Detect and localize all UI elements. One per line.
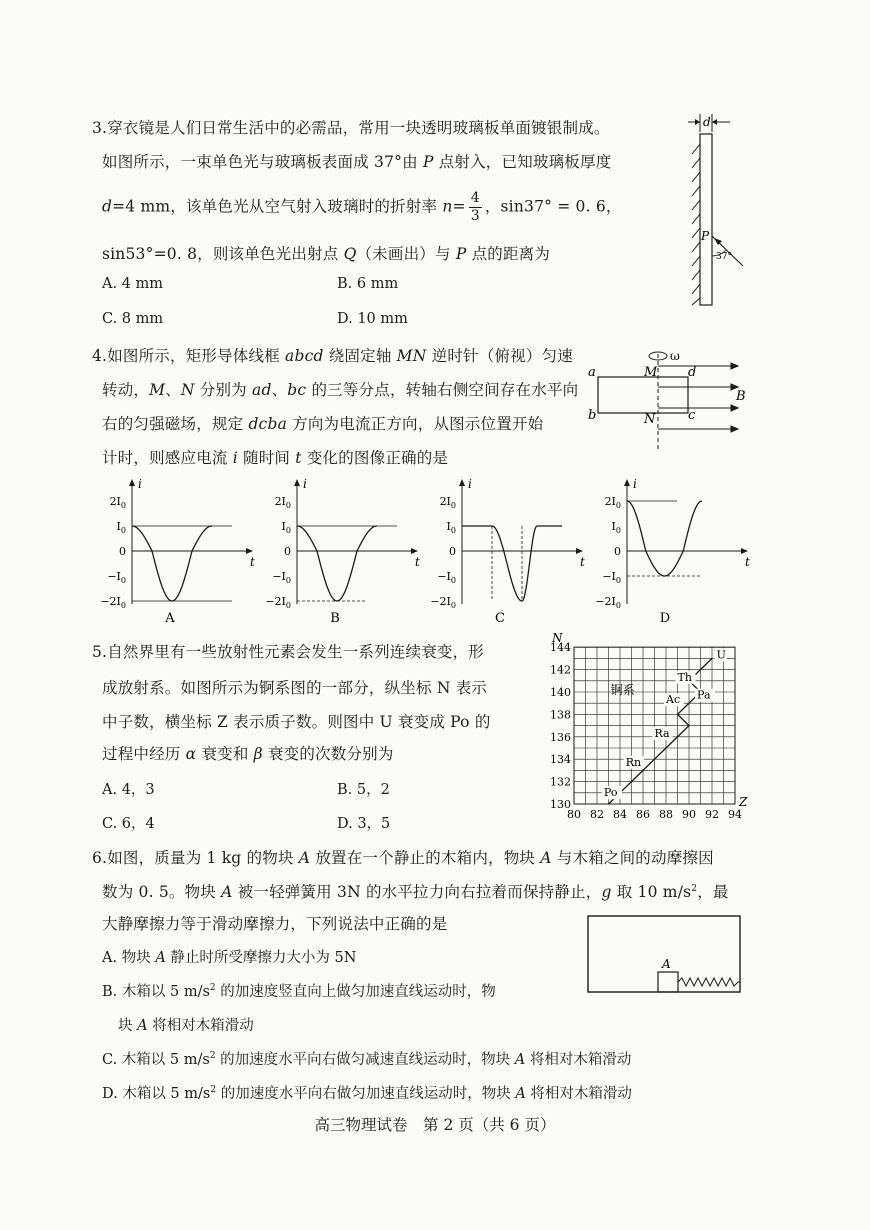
q6-box-diagram: [586, 914, 746, 994]
q3-line-3: d=4 mm，该单色光从空气射入玻璃时的折射率 n= $\frac{4}{3}$ ，sin37° = 0. 6，: [102, 190, 622, 224]
graph-option-label: A: [165, 611, 175, 626]
y-tick-label: 132: [550, 775, 571, 789]
x-tick-label: 84: [613, 808, 627, 821]
omega-label: ω: [670, 349, 680, 363]
tick-label: $I_0$: [116, 520, 126, 535]
tick-label: $2I_0$: [604, 495, 621, 510]
nuclide-label-rn: Rn: [625, 755, 642, 769]
tick-label: $-I_0$: [272, 570, 291, 585]
tick-label: $-I_0$: [437, 570, 456, 585]
y-tick-label: 138: [550, 708, 571, 722]
y-tick-label: 130: [550, 798, 571, 811]
nuclide-label-ra: Ra: [654, 726, 670, 740]
tick-label: $I_0$: [611, 520, 621, 535]
x-tick-label: 92: [705, 808, 719, 821]
tick-label: 0: [614, 545, 621, 558]
y-tick-label: 144: [550, 641, 571, 655]
q5-line-2: 成放射系。如图所示为锕系图的一部分，纵坐标 N 表示: [102, 679, 488, 697]
vertex-d-label: d: [688, 365, 697, 380]
q3-option-d: D. 10 mm: [337, 311, 408, 327]
magnetic-field-lines: [658, 363, 738, 432]
q5-option-d: D. 3，5: [337, 816, 391, 832]
q3-line-1: 3.穿衣镜是人们日常生活中的必需品，常用一块透明玻璃板单面镀银制成。: [92, 119, 610, 137]
refractive-index-fraction: $\frac{4}{3}$: [470, 190, 480, 224]
nuclide-label-th: Th: [677, 670, 692, 684]
axis-t-label: t: [745, 555, 750, 569]
point-m-label: M: [644, 365, 658, 380]
block-a: [658, 972, 678, 992]
x-tick-label: 86: [636, 808, 650, 821]
p-label: P: [701, 229, 710, 243]
current-curve: [297, 526, 377, 601]
tick-label: 0: [449, 545, 456, 558]
chart-title: 锕系: [610, 683, 635, 698]
silver-coating-hatch: [692, 144, 700, 305]
tick-label: $2I_0$: [439, 495, 456, 510]
q3-option-c: C. 8 mm: [102, 311, 164, 327]
vertex-c-label: c: [688, 408, 696, 423]
q3-line-4: sin53°=0. 8，则该单色光出射点 Q（未画出）与 P 点的距离为: [102, 245, 551, 263]
axis-i-label: i: [138, 477, 142, 491]
tick-label: $-2I_0$: [430, 595, 456, 610]
q3-number: 3.: [92, 119, 108, 137]
q5-line-1: 5.自然界里有一些放射性元素会发生一系列连续衰变，形: [92, 643, 485, 661]
q5-option-a: A. 4，3: [102, 782, 155, 798]
tick-label: $I_0$: [281, 520, 291, 535]
axis-i-label: i: [633, 477, 637, 491]
q3-mirror-diagram: [680, 108, 770, 313]
glass-plate: [700, 134, 712, 305]
vertex-a-label: a: [588, 365, 596, 380]
axis-t-label: t: [580, 555, 585, 569]
x-tick-label: 82: [590, 808, 604, 821]
current-curve: [627, 501, 702, 576]
nuclide-label-pa: Pa: [697, 688, 711, 702]
q4-line-2: 转动，M、N 分别为 ad、bc 的三等分点，转轴右侧空间存在水平向: [102, 381, 579, 399]
q4-current-graphs: [92, 476, 772, 626]
q4-coil-diagram: [580, 340, 760, 455]
graph-option-label: C: [495, 611, 505, 626]
q4-line-4: 计时，则感应电流 i 随时间 t 变化的图像正确的是: [102, 449, 449, 467]
page-footer: 高三物理试卷 第 2 页（共 6 页）: [314, 1116, 556, 1134]
q6-option-b-continued: 块 A 将相对木箱滑动: [118, 1018, 254, 1034]
axis-i-label: i: [303, 477, 307, 491]
q6-line-2: 数为 0. 5。物块 A 被一轻弹簧用 3N 的水平拉力向右拉着而保持静止，g 取 10 $m/s^2$，最: [102, 883, 729, 901]
q6-option-d: D. 木箱以 5 $m/s^2$ 的加速度水平向右做匀加速直线运动时，物块 A 将相对木箱滑动: [102, 1085, 632, 1102]
tick-label: $-I_0$: [602, 570, 621, 585]
axis-t-label: t: [250, 555, 255, 569]
point-n-label: N: [644, 412, 656, 427]
field-b-label: B: [736, 389, 746, 404]
tick-label: $-I_0$: [107, 570, 126, 585]
x-axis-label: Z: [739, 795, 748, 809]
current-curve: [462, 526, 562, 601]
tick-label: $2I_0$: [109, 495, 126, 510]
q3-line-2: 如图所示，一束单色光与玻璃板表面成 37°由 P 点射入，已知玻璃板厚度: [102, 153, 612, 171]
tick-label: $-2I_0$: [100, 595, 126, 610]
x-tick-label: 90: [682, 808, 696, 821]
q5-line-3: 中子数，横坐标 Z 表示质子数。则图中 U 衰变成 Po 的: [102, 713, 491, 731]
q6-option-b: B. 木箱以 5 $m/s^2$ 的加速度竖直向上做匀加速直线运动时，物: [102, 983, 496, 1000]
q5-option-c: C. 6，4: [102, 816, 155, 832]
nuclide-label-po: Po: [603, 786, 618, 800]
q4-line-3: 右的匀强磁场，规定 dcba 方向为电流正方向，从图示位置开始: [102, 415, 544, 433]
y-tick-label: 136: [550, 730, 571, 744]
y-axis-label: N: [552, 632, 563, 645]
current-graph-a: [100, 477, 255, 626]
tick-label: $-2I_0$: [595, 595, 621, 610]
graph-option-label: D: [659, 611, 671, 626]
x-tick-label: 88: [659, 808, 673, 821]
spring: [678, 978, 740, 986]
y-tick-label: 134: [550, 753, 571, 767]
y-tick-label: 142: [550, 663, 571, 677]
angle-label: 37°: [716, 252, 732, 262]
d-label: d: [703, 115, 711, 129]
nuclide-label-u: U: [716, 648, 726, 662]
tick-label: 0: [284, 545, 291, 558]
current-graph-b: [265, 477, 420, 626]
vertex-b-label: b: [588, 408, 597, 423]
q5-option-b: B. 5，2: [337, 782, 390, 798]
q3-option-b: B. 6 mm: [337, 276, 399, 292]
axis-i-label: i: [468, 477, 472, 491]
nuclide-label-ac: Ac: [666, 693, 681, 707]
tick-label: $I_0$: [446, 520, 456, 535]
q6-option-c: C. 木箱以 5 $m/s^2$ 的加速度水平向右做匀减速直线运动时，物块 A 将相对木箱滑动: [102, 1051, 632, 1068]
current-graph-c: [430, 477, 585, 626]
block-a-label: A: [662, 957, 671, 971]
tick-label: $-2I_0$: [265, 595, 291, 610]
current-curve: [132, 526, 212, 601]
axis-t-label: t: [415, 555, 420, 569]
q5-line-4: 过程中经历 α 衰变和 β 衰变的次数分别为: [102, 745, 394, 763]
q6-option-a: A. 物块 A 静止时所受摩擦力大小为 5N: [102, 950, 357, 966]
current-graph-d: [595, 477, 750, 626]
q4-line-1: 4.如图所示，矩形导体线框 abcd 绕固定轴 MN 逆时针（俯视）匀速: [92, 347, 573, 365]
y-tick-label: 140: [550, 686, 571, 699]
tick-label: 0: [119, 545, 126, 558]
actinium-series-chart: [546, 632, 756, 824]
tick-label: $2I_0$: [274, 495, 291, 510]
wooden-box: [588, 916, 740, 992]
x-tick-label: 80: [567, 808, 581, 821]
x-tick-label: 94: [728, 808, 742, 821]
q3-option-a: A. 4 mm: [102, 276, 164, 292]
q6-line-1: 6.如图，质量为 1 kg 的物块 A 放置在一个静止的木箱内，物块 A 与木箱之间的动摩擦因: [92, 849, 714, 867]
graph-option-label: B: [330, 611, 340, 626]
q6-line-3: 大静摩擦力等于滑动摩擦力，下列说法中正确的是: [102, 915, 448, 933]
